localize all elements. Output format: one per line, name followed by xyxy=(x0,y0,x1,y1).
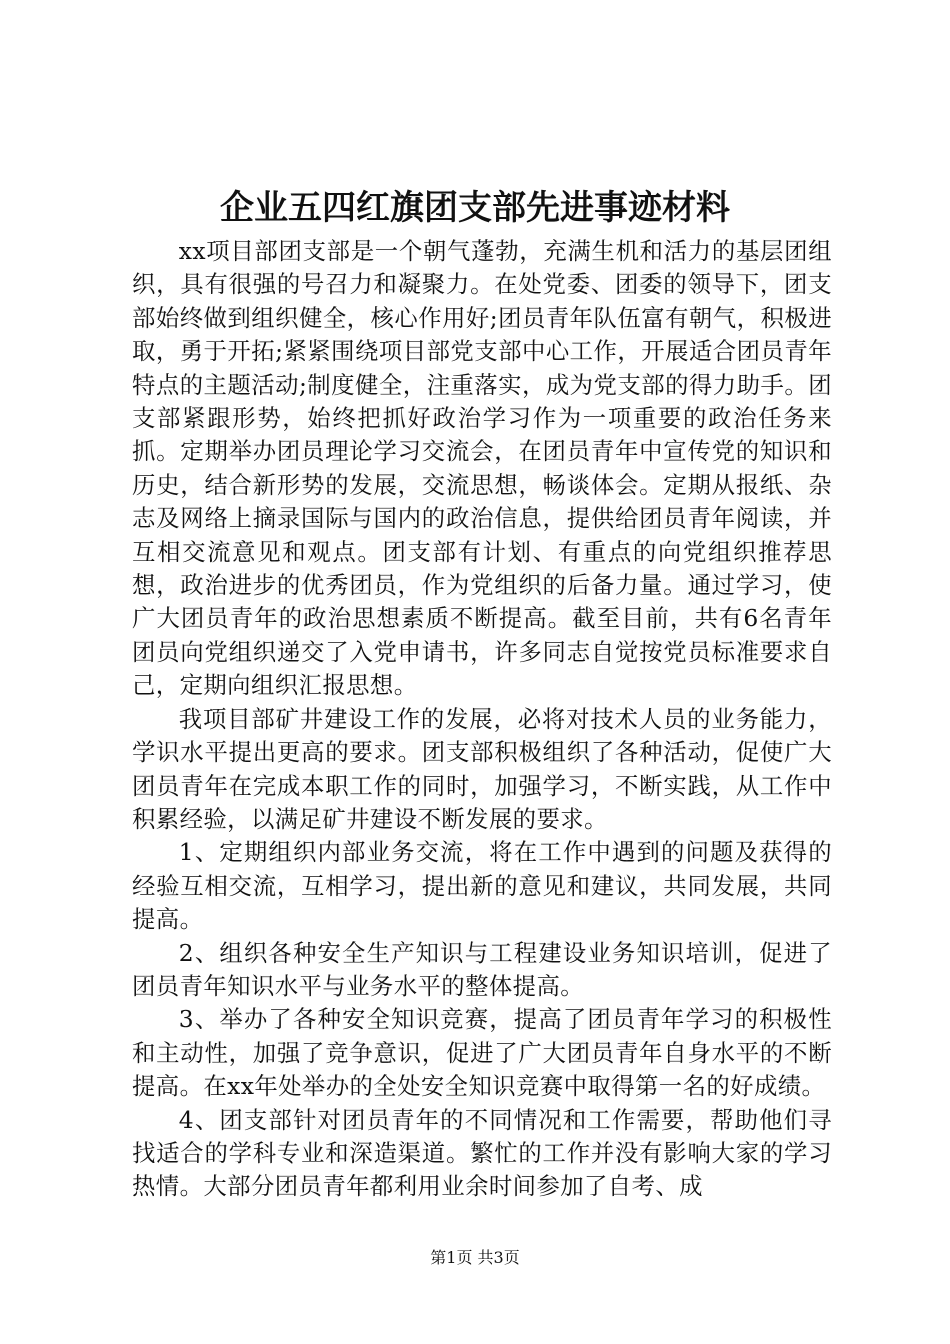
page-footer: 第1页 共3页 xyxy=(430,1248,520,1267)
document-title: 企业五四红旗团支部先进事迹材料 xyxy=(220,188,730,228)
paragraph-intro: xx项目部团支部是一个朝气蓬勃，充满生机和活力的基层团组织，具有很强的号召力和凝聚力。在处党委、团委的领导下，团支部始终做到组织健全，核心作用好;团员青年队伍富有朝气，积极进取，勇于开拓;紧紧围绕项目部党支部中心工作，开展适合团员青年特点的主题活动;制度健全，注重落实，成为党支部的得力助手。团支部紧跟形势，始终把抓好政治学习作为一项重要的政治任务来抓。定期举办团员理论学习交流会，在团员青年中宣传党的知识和历史，结合新形势的发展，交流思想，畅谈体会。定期从报纸、杂志及网络上摘录国际与国内的政治信息，提供给团员青年阅读，并互相交流意见和观点。团支部有计划、有重点的向党组织推荐思想，政治进步的优秀团员，作为党组织的后备力量。通过学习，使广大团员青年的政治思想素质不断提高。截至目前，共有6名青年团员向党组织递交了入党申请书，许多同志自觉按党员标准要求自己，定期向组织汇报思想。 xyxy=(132,237,832,700)
paragraph-item-4: 4、团支部针对团员青年的不同情况和工作需要，帮助他们寻找适合的学科专业和深造渠道。繁忙的工作并没有影响大家的学习热情。大部分团员青年都利用业余时间参加了自考、成 xyxy=(132,1105,832,1201)
paragraph-item-3: 3、举办了各种安全知识竞赛，提高了团员青年学习的积极性和主动性，加强了竞争意识，促进了广大团员青年自身水平的不断提高。在xx年处举办的全处安全知识竞赛中取得第一名的好成绩。 xyxy=(132,1005,832,1101)
paragraph-item-2: 2、组织各种安全生产知识与工程建设业务知识培训，促进了团员青年知识水平与业务水平的整体提高。 xyxy=(132,938,832,1000)
paragraph-activities: 我项目部矿井建设工作的发展，必将对技术人员的业务能力，学识水平提出更高的要求。团支部积极组织了各种活动，促使广大团员青年在完成本职工作的同时，加强学习，不断实践，从工作中积累经验，以满足矿井建设不断发展的要求。 xyxy=(132,704,832,833)
document-body xyxy=(132,235,832,1204)
paragraph-item-1: 1、定期组织内部业务交流，将在工作中遇到的问题及获得的经验互相交流，互相学习，提出新的意见和建议，共同发展，共同提高。 xyxy=(132,838,832,934)
